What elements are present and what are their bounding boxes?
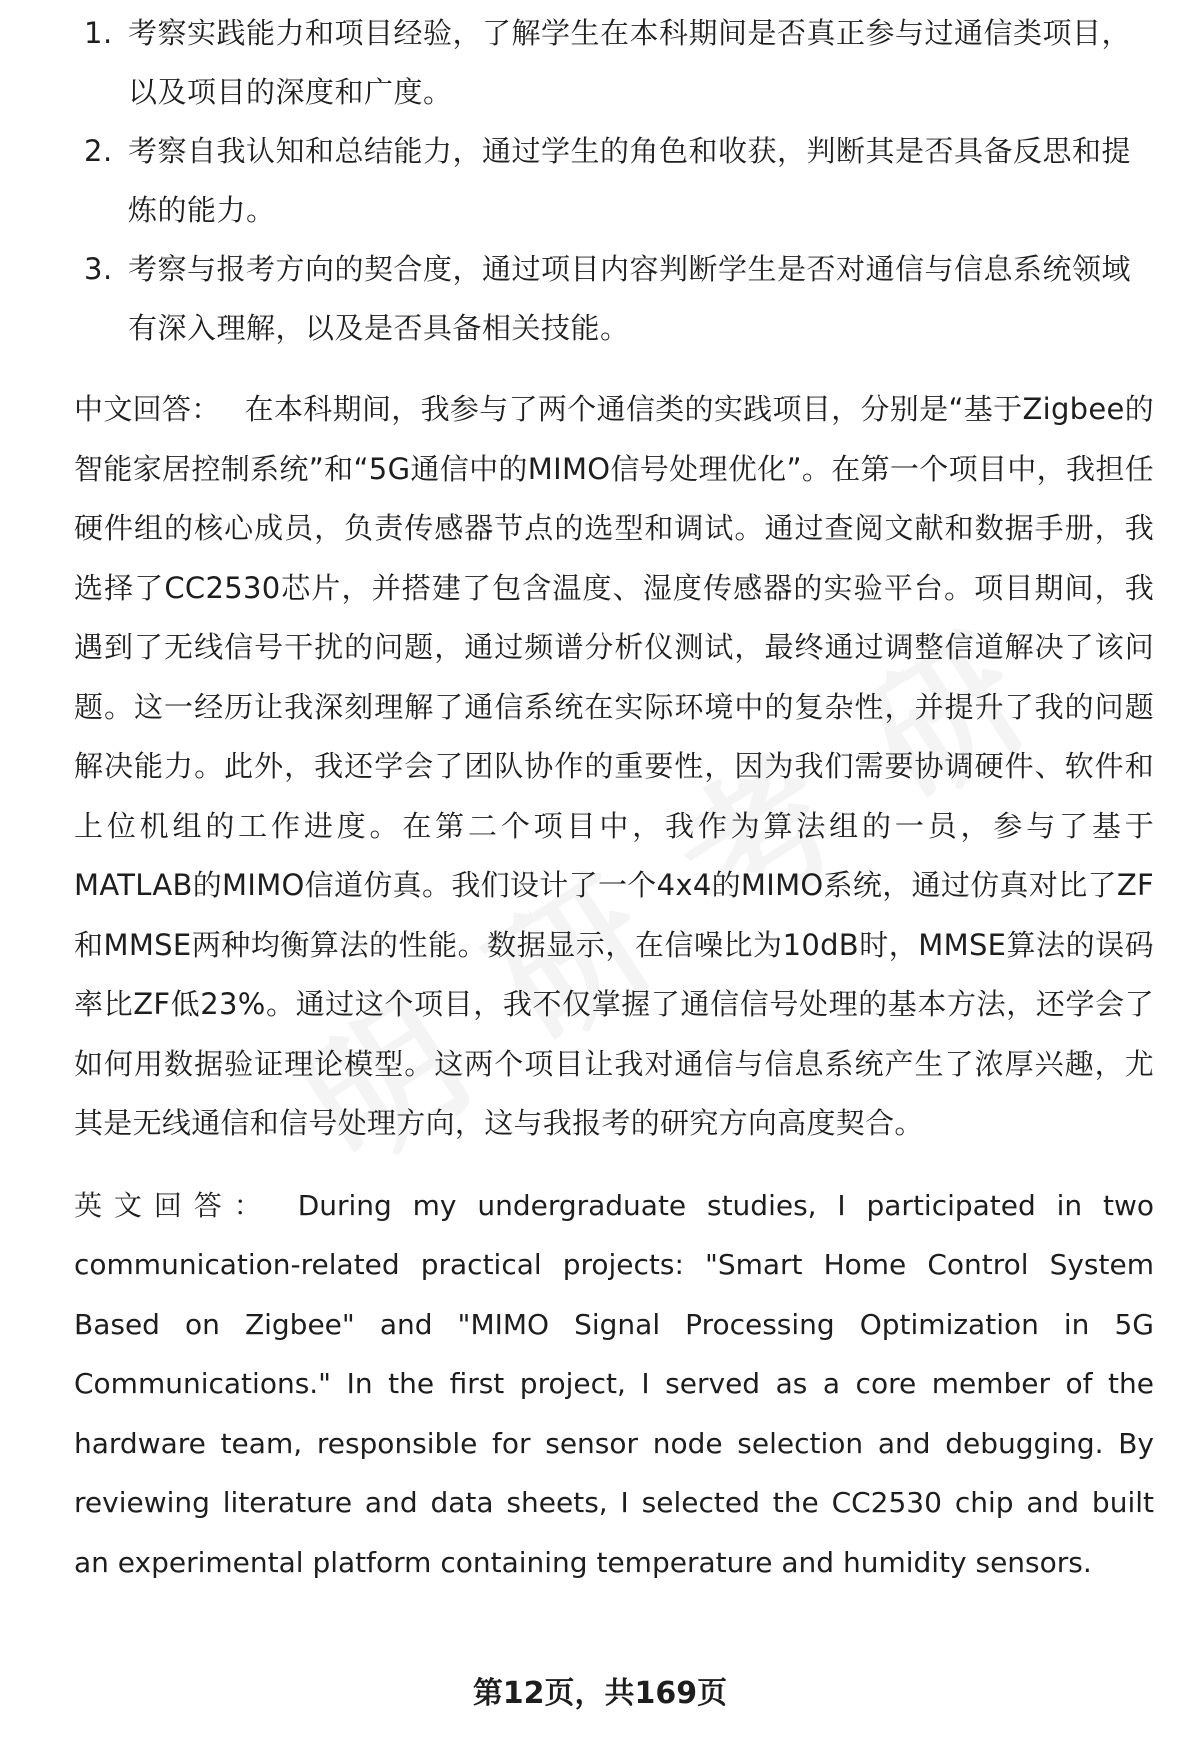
criteria-list xyxy=(74,4,1154,358)
chinese-answer-label: 中文回答： xyxy=(74,392,221,426)
criteria-text: 考察实践能力和项目经验，了解学生在本科期间是否真正参与过通信类项目，以及项目的深度和广度。 xyxy=(128,16,1132,109)
page-number: 第12页，共169页 xyxy=(472,1676,728,1711)
page-content xyxy=(74,16,1154,1592)
criteria-text: 考察自我认知和总结能力，通过学生的角色和收获，判断其是否具备反思和提炼的能力。 xyxy=(128,134,1132,227)
criteria-number: 3. xyxy=(84,252,113,286)
english-answer xyxy=(74,1176,1154,1593)
criteria-item xyxy=(74,122,1154,240)
english-answer-label: 英文回答： xyxy=(74,1188,274,1222)
chinese-answer xyxy=(74,380,1154,1154)
criteria-number: 2. xyxy=(84,134,113,168)
criteria-item xyxy=(74,240,1154,358)
chinese-answer-text: 在本科期间，我参与了两个通信类的实践项目，分别是“基于Zigbee的智能家居控制系统”和“5G通信中的MIMO信号处理优化”。在第一个项目中，我担任硬件组的核心成员，负责传感器节点的选型和调试。通过查阅文献和数据手册，我选择了CC2530芯片，并搭建了包含温度、湿度传感器的实验平台。项目期间，我遇到了无线信号干扰的问题，通过频谱分析仪测试，最终通过调整信道解决了该问题。这一经历让我深刻理解了通信系统在实际环境中的复杂性，并提升了我的问题解决能力。此外，我还学会了团队协作的重要性，因为我们需要协调硬件、软件和上位机组的工作进度。在第二个项目中，我作为算法组的一员，参与了基于MATLAB的MIMO信道仿真。我们设计了一个4x4的MIMO系统，通过仿真对比了ZF和MMSE两种均衡算法的性能。数据显示，在信噪比为10dB时，MMSE算法的误码率比ZF低23%。通过这个项目，我不仅掌握了通信信号处理的基本方法，还学会了如何用数据验证理论模型。这两个项目让我对通信与信息系统产生了浓厚兴趣，尤其是无线通信和信号处理方向，这与我报考的研究方向高度契合。 xyxy=(74,392,1154,1140)
english-answer-text: During my undergraduate studies, I participated in two communication-related practical projects: "Smart Home Control System Based on Zigbee" and "MIMO Signal Processing Optimization in 5G Communications." In the first project, I served as a core member of the hardware team, responsible for sensor node selection and debugging. By reviewing literature and data sheets, I selected the CC2530 chip and built an experimental platform containing temperature and humidity sensors. xyxy=(74,1188,1154,1579)
criteria-text: 考察与报考方向的契合度，通过项目内容判断学生是否对通信与信息系统领域有深入理解，以及是否具备相关技能。 xyxy=(128,252,1132,345)
criteria-number: 1. xyxy=(84,16,113,50)
criteria-item xyxy=(74,4,1154,122)
